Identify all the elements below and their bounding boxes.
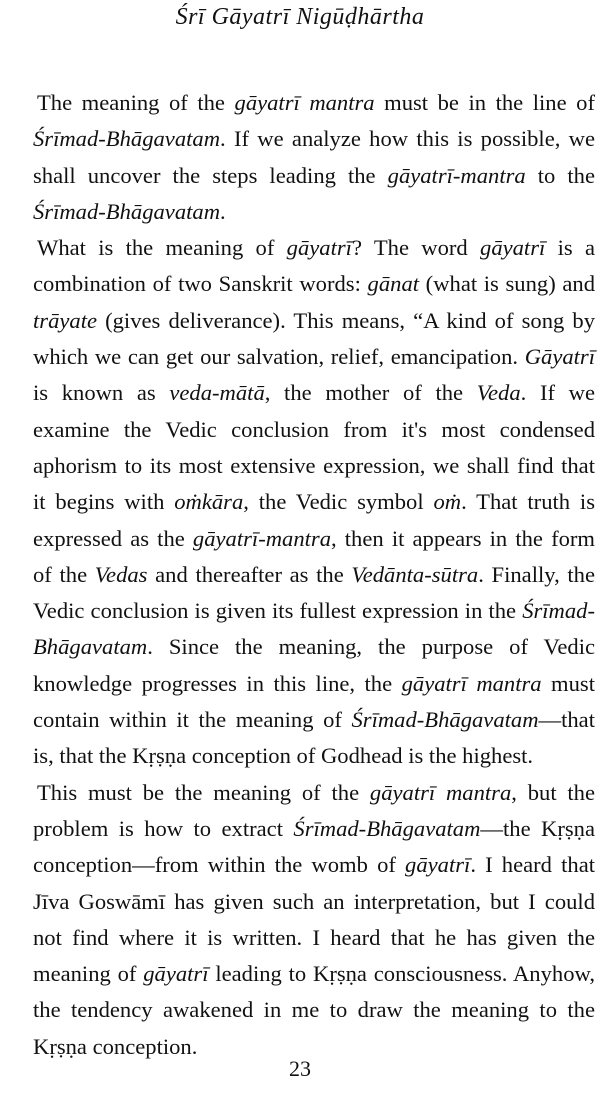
text-run: is a combination of two Sanskrit words: — [33, 235, 595, 297]
text-run: . — [220, 198, 226, 224]
italic-term: gāyatrī mantra — [401, 670, 542, 696]
text-run: , but the problem is how to extract — [33, 779, 595, 841]
italic-term: Śrīmad-Bhāgavatam — [33, 198, 221, 224]
italic-term: gāyatrī — [286, 235, 352, 261]
text-run: The meaning of the — [37, 90, 235, 115]
page-number: 23 — [289, 1056, 311, 1081]
text-run: This must be the meaning of the — [37, 779, 370, 805]
italic-term: gāyatrī mantra — [369, 779, 512, 805]
text-run: is known as — [33, 380, 170, 406]
text-run: leading to Kṛṣṇa consciousness. Anyhow, the tendency awakened in me to draw the meaning to the Kṛṣṇa conception. — [33, 961, 595, 1059]
text-run: , the Vedic symbol — [243, 489, 434, 515]
running-title: Śrī Gāyatrī Nigūḍhārtha — [175, 4, 425, 30]
italic-term: oṁkāra — [174, 489, 244, 515]
text-run: . Since the meaning, the purpose of Vedic knowledge progresses in this line, the — [33, 634, 595, 696]
italic-term: gāyatrī — [480, 235, 546, 261]
italic-term: gānat — [367, 271, 420, 297]
italic-term: Śrīmad-Bhāgavatam — [33, 598, 595, 660]
text-run: (what is sung) and — [419, 271, 596, 297]
italic-term: Veda — [476, 380, 521, 406]
text-run: , then it appears in the form of the — [33, 525, 595, 587]
text-run: . That truth is expressed as the — [33, 489, 595, 551]
italic-term: veda-mātā — [169, 380, 265, 406]
italic-term: Vedānta-sūtra — [351, 561, 479, 587]
text-run: to the — [525, 162, 595, 188]
italic-term: gāyatrī — [143, 961, 209, 987]
text-run: —that is, that the Kṛṣṇa conception of Godhead is the highest. — [33, 707, 595, 769]
italic-term: gāyatrī-mantra — [192, 525, 331, 551]
body-text — [33, 85, 595, 1065]
italic-term: oṁ — [433, 489, 462, 515]
text-run: ? The word — [351, 235, 481, 261]
text-run: What is the meaning of — [37, 235, 287, 261]
text-run: must be in the line of — [374, 90, 595, 115]
text-run: must contain within it the meaning of — [33, 670, 595, 733]
italic-term: Śrīmad-Bhāgavatam — [351, 707, 539, 733]
paragraph — [33, 85, 595, 230]
italic-term: Vedas — [94, 561, 148, 587]
text-run: , the mother of the — [264, 380, 477, 406]
italic-term: gāyatrī — [405, 852, 471, 878]
italic-term: Śrīmad-Bhāgavatam — [33, 126, 221, 152]
text-run: . If we examine the Vedic conclusion from it's most condensed aphorism to its most extensive expression, we shall find that it begins with — [33, 380, 595, 515]
italic-term: Śrīmad-Bhāgavatam — [293, 815, 481, 841]
text-run: —the Kṛṣṇa conception—from within the womb of — [33, 815, 595, 878]
paragraph — [33, 775, 595, 1065]
italic-term: gāyatrī-mantra — [387, 162, 526, 188]
paragraph — [33, 230, 595, 774]
italic-term: trāyate — [33, 307, 97, 333]
text-run: . Finally, the Vedic conclusion is given its fullest expression in the — [33, 561, 595, 624]
italic-term: gāyatrī mantra — [234, 90, 375, 115]
text-run: and thereafter as the — [147, 561, 352, 587]
text-run: . I heard that Jīva Goswāmī has given such an interpretation, but I could not find where it is written. I heard that he has given the meaning of — [33, 852, 596, 987]
text-run: (gives deliverance). This means, “A kind of song by which we can get our salvation, relief, emancipation. — [33, 307, 595, 370]
italic-term: Gāyatrī — [524, 344, 595, 370]
text-run: . If we analyze how this is possible, we shall uncover the steps leading the — [33, 126, 595, 188]
